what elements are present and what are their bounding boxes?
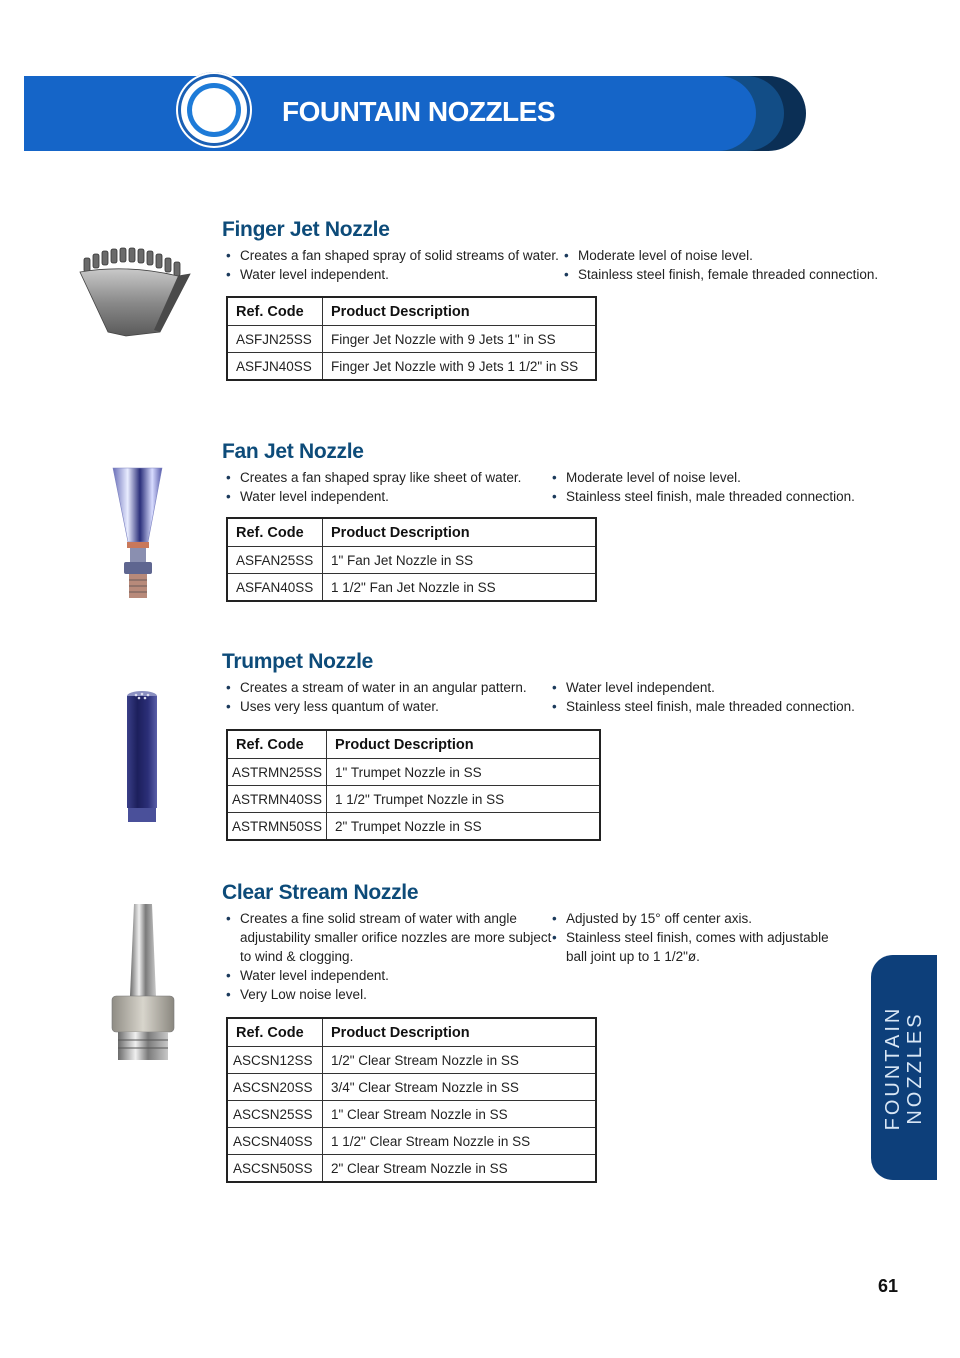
feature-bullet: • Adjusted by 15° off center axis. [548,909,848,928]
ref-code-cell: ASTRMN25SS [227,759,327,786]
description-cell: 1" Trumpet Nozzle in SS [327,759,601,786]
feature-bullet: • Creates a stream of water in an angular pattern. [222,678,552,697]
feature-bullet: • Water level independent. [548,678,868,697]
description-cell: Finger Jet Nozzle with 9 Jets 1 1/2" in SS [323,353,597,381]
feature-bullet: • Water level independent. [222,487,552,506]
section-trumpet-nozzle [222,650,855,716]
description-cell: 2" Trumpet Nozzle in SS [327,813,601,841]
feature-bullet: • Moderate level of noise level. [560,246,880,265]
feature-bullet: • Stainless steel finish, female threaded connection. [560,265,880,284]
spec-table-clear-stream [226,1017,597,1183]
ref-code-cell: ASFAN40SS [227,574,323,602]
spec-table-trumpet [226,729,601,841]
page-number: 61 [878,1276,899,1296]
description-cell: 1" Fan Jet Nozzle in SS [323,547,597,574]
banner-tail-light [684,76,756,151]
description-cell: 3/4" Clear Stream Nozzle in SS [323,1074,597,1101]
ref-code-cell: ASCSN40SS [227,1128,323,1155]
section-title: Finger Jet Nozzle [222,218,390,241]
table-row [227,759,600,786]
feature-bullet: • Creates a fine solid stream of water with angle adjustability smaller orifice nozzles are more subject to wind & clogging. [222,909,552,966]
header-ref-code: Ref. Code [227,1018,323,1047]
feature-bullet: • Uses very less quantum of water. [222,697,552,716]
section-finger-jet-nozzle [222,218,879,284]
header-ref-code: Ref. Code [227,730,327,759]
feature-bullet: • Moderate level of noise level. [548,468,868,487]
description-cell: 2" Clear Stream Nozzle in SS [323,1155,597,1183]
feature-bullet: • Stainless steel finish, male threaded connection. [548,697,868,716]
feature-bullet: • Very Low noise level. [222,985,552,1004]
table-header-row [227,518,596,547]
ref-code-cell: ASTRMN50SS [227,813,327,841]
table-header-row [227,730,600,759]
table-row [227,353,596,381]
feature-bullet: • Stainless steel finish, comes with adjustable ball joint up to 1 1/2"ø. [548,928,848,966]
feature-bullet: • Water level independent. [222,966,552,985]
description-cell: Finger Jet Nozzle with 9 Jets 1" in SS [323,326,597,353]
description-cell: 1 1/2" Clear Stream Nozzle in SS [323,1128,597,1155]
section-title: Clear Stream Nozzle [222,881,419,904]
description-cell: 1 1/2" Fan Jet Nozzle in SS [323,574,597,602]
fan-jet-nozzle-image [110,464,165,604]
table-row [227,574,596,602]
table-header-row [227,1018,596,1047]
description-cell: 1" Clear Stream Nozzle in SS [323,1101,597,1128]
feature-bullet: • Creates a fan shaped spray of solid streams of water. [222,246,562,265]
section-title: Trumpet Nozzle [222,650,373,673]
header-ref-code: Ref. Code [227,518,323,547]
side-chapter-tab [871,955,937,1180]
ref-code-cell: ASCSN25SS [227,1101,323,1128]
section-fan-jet-nozzle [222,440,855,506]
table-row [227,786,600,813]
feature-bullet: • Water level independent. [222,265,562,284]
feature-bullet: • Creates a fan shaped spray like sheet of water. [222,468,552,487]
ref-code-cell: ASFJN25SS [227,326,323,353]
clear-stream-nozzle-image [108,900,178,1065]
table-row [227,547,596,574]
ref-code-cell: ASTRMN40SS [227,786,327,813]
header-product-description: Product Description [323,297,597,326]
header-product-description: Product Description [323,1018,597,1047]
table-row [227,1074,596,1101]
ref-code-cell: ASFJN40SS [227,353,323,381]
header-ref-code: Ref. Code [227,297,323,326]
description-cell: 1 1/2" Trumpet Nozzle in SS [327,786,601,813]
ring-logo-icon [176,72,252,148]
table-row [227,1155,596,1183]
finger-jet-nozzle-image [78,244,193,344]
ref-code-cell: ASCSN50SS [227,1155,323,1183]
table-row [227,1101,596,1128]
side-tab-line2: NOZZLES [904,1010,926,1125]
section-clear-stream-nozzle [222,881,829,1005]
feature-bullet: • Stainless steel finish, male threaded connection. [548,487,868,506]
ref-code-cell: ASFAN25SS [227,547,323,574]
table-row [227,1128,596,1155]
table-row [227,1047,596,1074]
table-header-row [227,297,596,326]
header-banner [24,76,806,151]
table-row [227,326,596,353]
side-tab-line1: FOUNTAIN [882,1005,904,1130]
trumpet-nozzle-image [122,688,162,826]
table-row [227,813,600,841]
ref-code-cell: ASCSN20SS [227,1074,323,1101]
section-title: Fan Jet Nozzle [222,440,364,463]
page-title: FOUNTAIN NOZZLES [282,96,556,127]
spec-table-fan-jet [226,517,597,602]
ref-code-cell: ASCSN12SS [227,1047,323,1074]
header-product-description: Product Description [327,730,601,759]
description-cell: 1/2" Clear Stream Nozzle in SS [323,1047,597,1074]
spec-table-finger-jet [226,296,597,381]
header-product-description: Product Description [323,518,597,547]
